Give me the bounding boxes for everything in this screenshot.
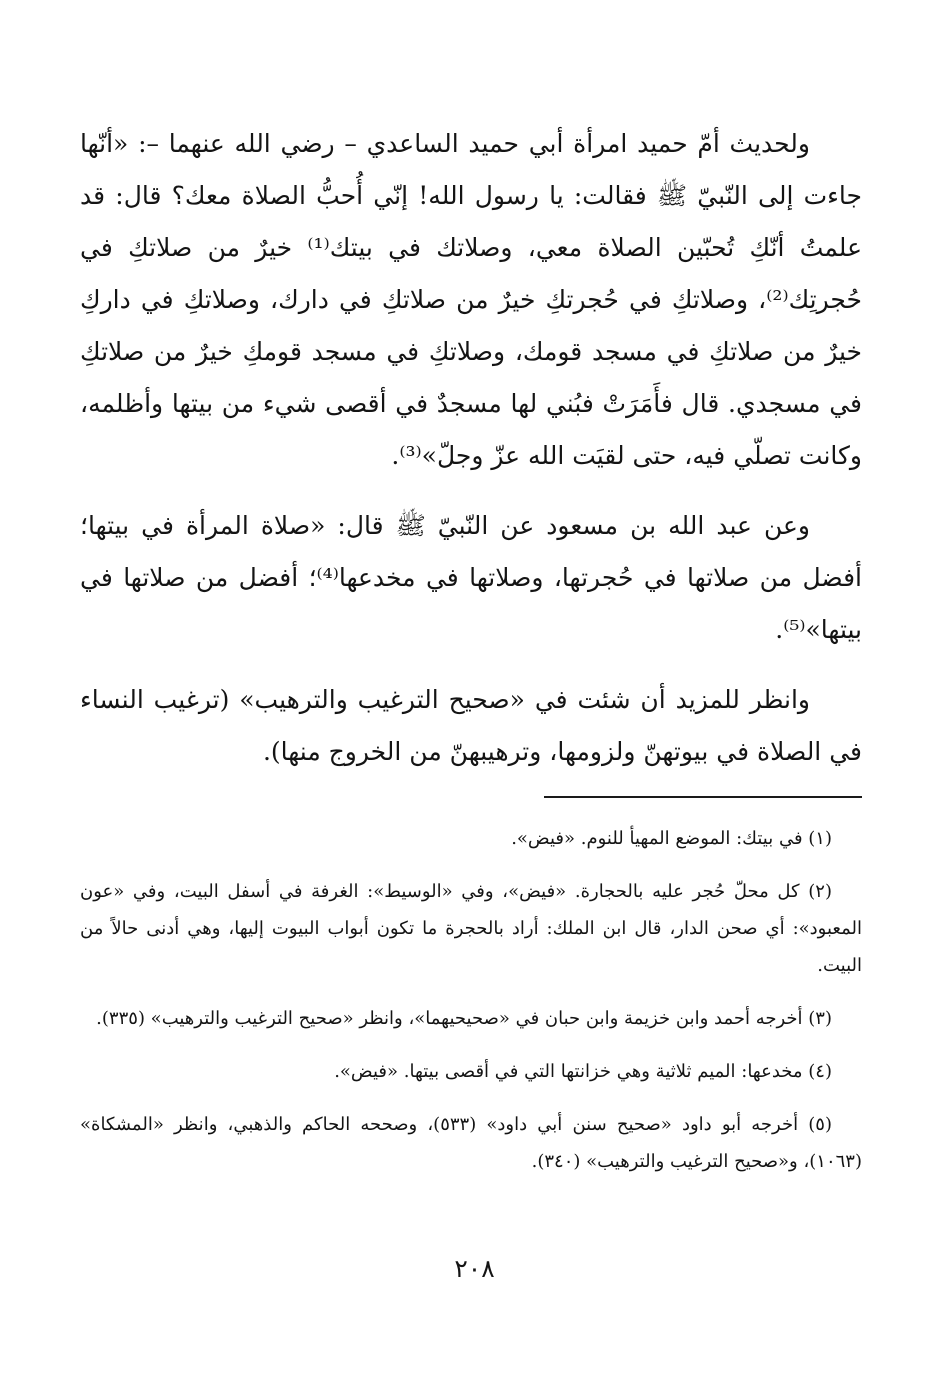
footnote-5: (٥) أخرجه أبو داود «صحيح سنن أبي داود» (٥٣٣)، وصححه الحاكم والذهبي، وانظر «المشكاة» (١٠٦٣)، و«صحيح الترغيب والترهيب» (٣٤٠). [80, 1114, 862, 1172]
footnote-1: (١) في بيتك: الموضع المهيأ للنوم. «فيض». [511, 828, 832, 849]
footnote-2: (٢) كل محلّ حُجر عليه بالحجارة. «فيض»، وفي «الوسيط»: الغرفة في أسفل البيت، وفي «عون المعبود»: أي صحن الدار، قال ابن الملك: أراد بالحجرة ما تكون أبواب البيوت إليها، وهي أدنى حالاً من البيت. [80, 881, 862, 976]
main-text [80, 118, 862, 778]
paragraph-see-more: وانظر للمزيد أن شئت في «صحيح الترغيب والترهيب» (ترغيب النساء في الصلاة في بيوتهنّ ولزومها، وترهيبهنّ من الخروج منها). [80, 685, 862, 766]
page-content [80, 118, 862, 1196]
paragraph-hadith-ibn-masud: وعن عبد الله بن مسعود عن النّبيّ ﷺ قال: «صلاة المرأة في بيتها؛ أفضل من صلاتها في حُجرتها، وصلاتها في مخدعها⁽⁴⁾؛ أفضل من صلاتها في بيتها»⁽⁵⁾. [80, 511, 862, 644]
page-number: ٢٠٨ [454, 1254, 495, 1283]
footnotes [80, 820, 862, 1180]
footnote-3: (٣) أخرجه أحمد وابن خزيمة وابن حبان في «صحيحيهما»، وانظر «صحيح الترغيب والترهيب» (٣٣٥). [96, 1008, 832, 1029]
footnote-divider [544, 796, 862, 798]
paragraph-hadith-umm-humaid: ولحديث أمّ حميد امرأة أبي حميد الساعدي – رضي الله عنهما –: «أنّها جاءت إلى النّبيّ ﷺ فقالت: يا رسول الله! إنّي أُحبُّ الصلاة معك؟ قال: قد علمتُ أنّكِ تُحبّين الصلاة معي، وصلاتك في بيتك⁽¹⁾ خيرٌ من صلاتكِ في حُجرتِك⁽²⁾، وصلاتكِ في حُجرتكِ خيرٌ من صلاتكِ في دارك، وصلاتكِ في داركِ خيرٌ من صلاتكِ في مسجد قومك، وصلاتكِ في مسجد قومكِ خيرٌ من صلاتكِ في مسجدي. قال فأَمَرَتْ فبُني لها مسجدٌ في أقصى شيء من بيتها وأظلمه، وكانت تصلّي فيه، حتى لقيَت الله عزّ وجلّ»⁽³⁾. [80, 129, 862, 470]
footnote-4: (٤) مخدعها: الميم ثلاثية وهي خزانتها التي في أقصى بيتها. «فيض». [334, 1061, 832, 1082]
